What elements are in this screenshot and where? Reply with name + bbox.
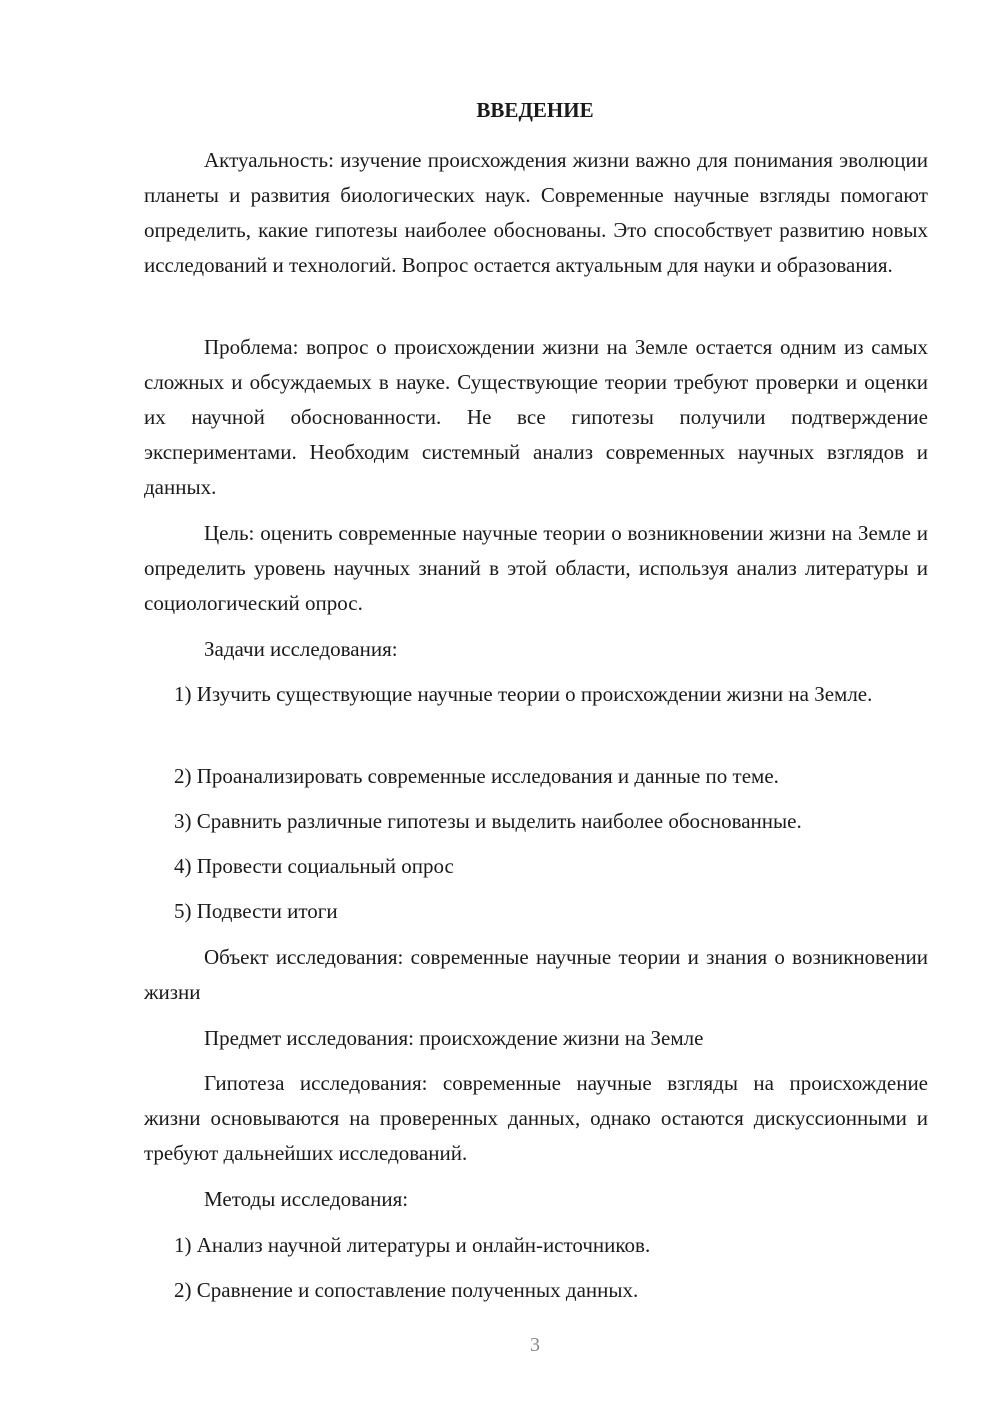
- paragraph-object: Объект исследования: современные научные теории и знания о возникновении жизни: [144, 945, 928, 1004]
- task-item-3: 3) Сравнить различные гипотезы и выделить наиболее обоснованные.: [174, 809, 802, 833]
- methods-heading: Методы исследования:: [204, 1187, 409, 1211]
- paragraph-hypothesis: Гипотеза исследования: современные научные взгляды на происхождение жизни основываются на проверенных данных, однако остаются дискуссионными и требуют дальнейших исследований.: [144, 1071, 928, 1165]
- tasks-heading: Задачи исследования:: [204, 637, 398, 661]
- page-title: ВВЕДЕНИЕ: [476, 98, 594, 122]
- paragraph-problem: Проблема: вопрос о происхождении жизни на Земле остается одним из самых сложных и обсуждаемых в науке. Существующие теории требуют проверки и оценки их научной обоснованности. Не все гипотезы получили подтверждение экспериментами. Необходим системный анализ современных научных взглядов и данных.: [144, 335, 928, 499]
- method-item-1: 1) Анализ научной литературы и онлайн-источников.: [174, 1233, 651, 1257]
- paragraph-subject: Предмет исследования: происхождение жизни на Земле: [204, 1026, 704, 1050]
- page-number: 3: [530, 1334, 540, 1356]
- paragraph-goal: Цель: оценить современные научные теории о возникновении жизни на Земле и определить уровень научных знаний в этой области, используя анализ литературы и социологический опрос.: [144, 521, 928, 615]
- paragraph-relevance: Актуальность: изучение происхождения жизни важно для понимания эволюции планеты и развития биологических наук. Современные научные взгляды помогают определить, какие гипотезы наиболее обоснованы. Это способствует развитию новых исследований и технологий. Вопрос остается актуальным для науки и образования.: [144, 148, 928, 277]
- task-item-5: 5) Подвести итоги: [174, 899, 338, 923]
- method-item-2: 2) Сравнение и сопоставление полученных данных.: [174, 1278, 639, 1302]
- task-item-1: 1) Изучить существующие научные теории о происхождении жизни на Земле.: [174, 682, 873, 706]
- task-item-2: 2) Проанализировать современные исследования и данные по теме.: [174, 764, 779, 788]
- task-item-4: 4) Провести социальный опрос: [174, 854, 454, 878]
